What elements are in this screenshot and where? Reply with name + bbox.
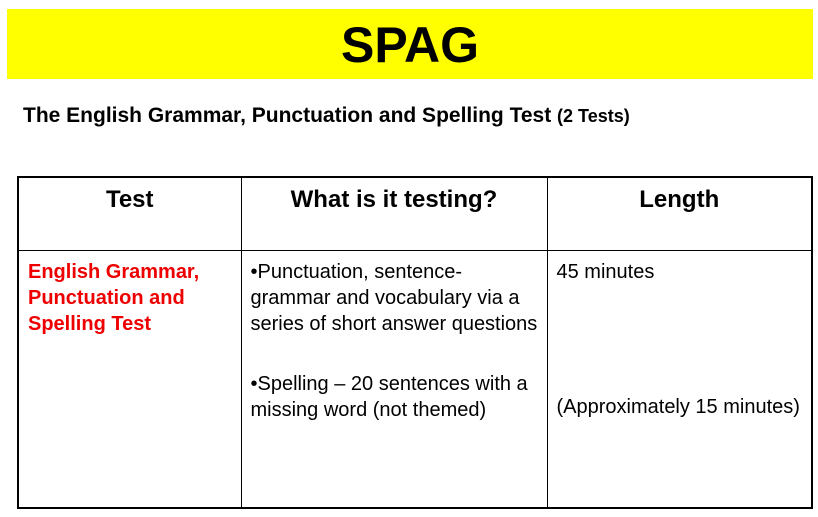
title-banner (7, 9, 813, 79)
header-length: Length (547, 177, 812, 250)
cell-length (547, 250, 812, 508)
test-name: English Grammar, Punctuation and Spelling Test (28, 260, 200, 335)
length-value: (Approximately 15 minutes) (556, 395, 800, 418)
subtitle (23, 104, 630, 128)
subtitle-main: The English Grammar, Punctuation and Spelling Test (23, 104, 552, 127)
page-title: SPAG (341, 17, 479, 73)
header-what-testing: What is it testing? (241, 177, 547, 250)
subtitle-note: (2 Tests) (557, 106, 630, 126)
table-row (18, 250, 812, 508)
header-test: Test (18, 177, 241, 250)
cell-what-testing (241, 250, 547, 508)
table-header-row (18, 177, 812, 250)
length-value: 45 minutes (556, 260, 655, 283)
testing-item: •Punctuation, sentence-grammar and vocabulary via a series of short answer questions (250, 260, 538, 335)
cell-test (18, 250, 241, 508)
test-table (17, 176, 813, 509)
testing-item: •Spelling – 20 sentences with a missing word (not themed) (250, 372, 528, 421)
